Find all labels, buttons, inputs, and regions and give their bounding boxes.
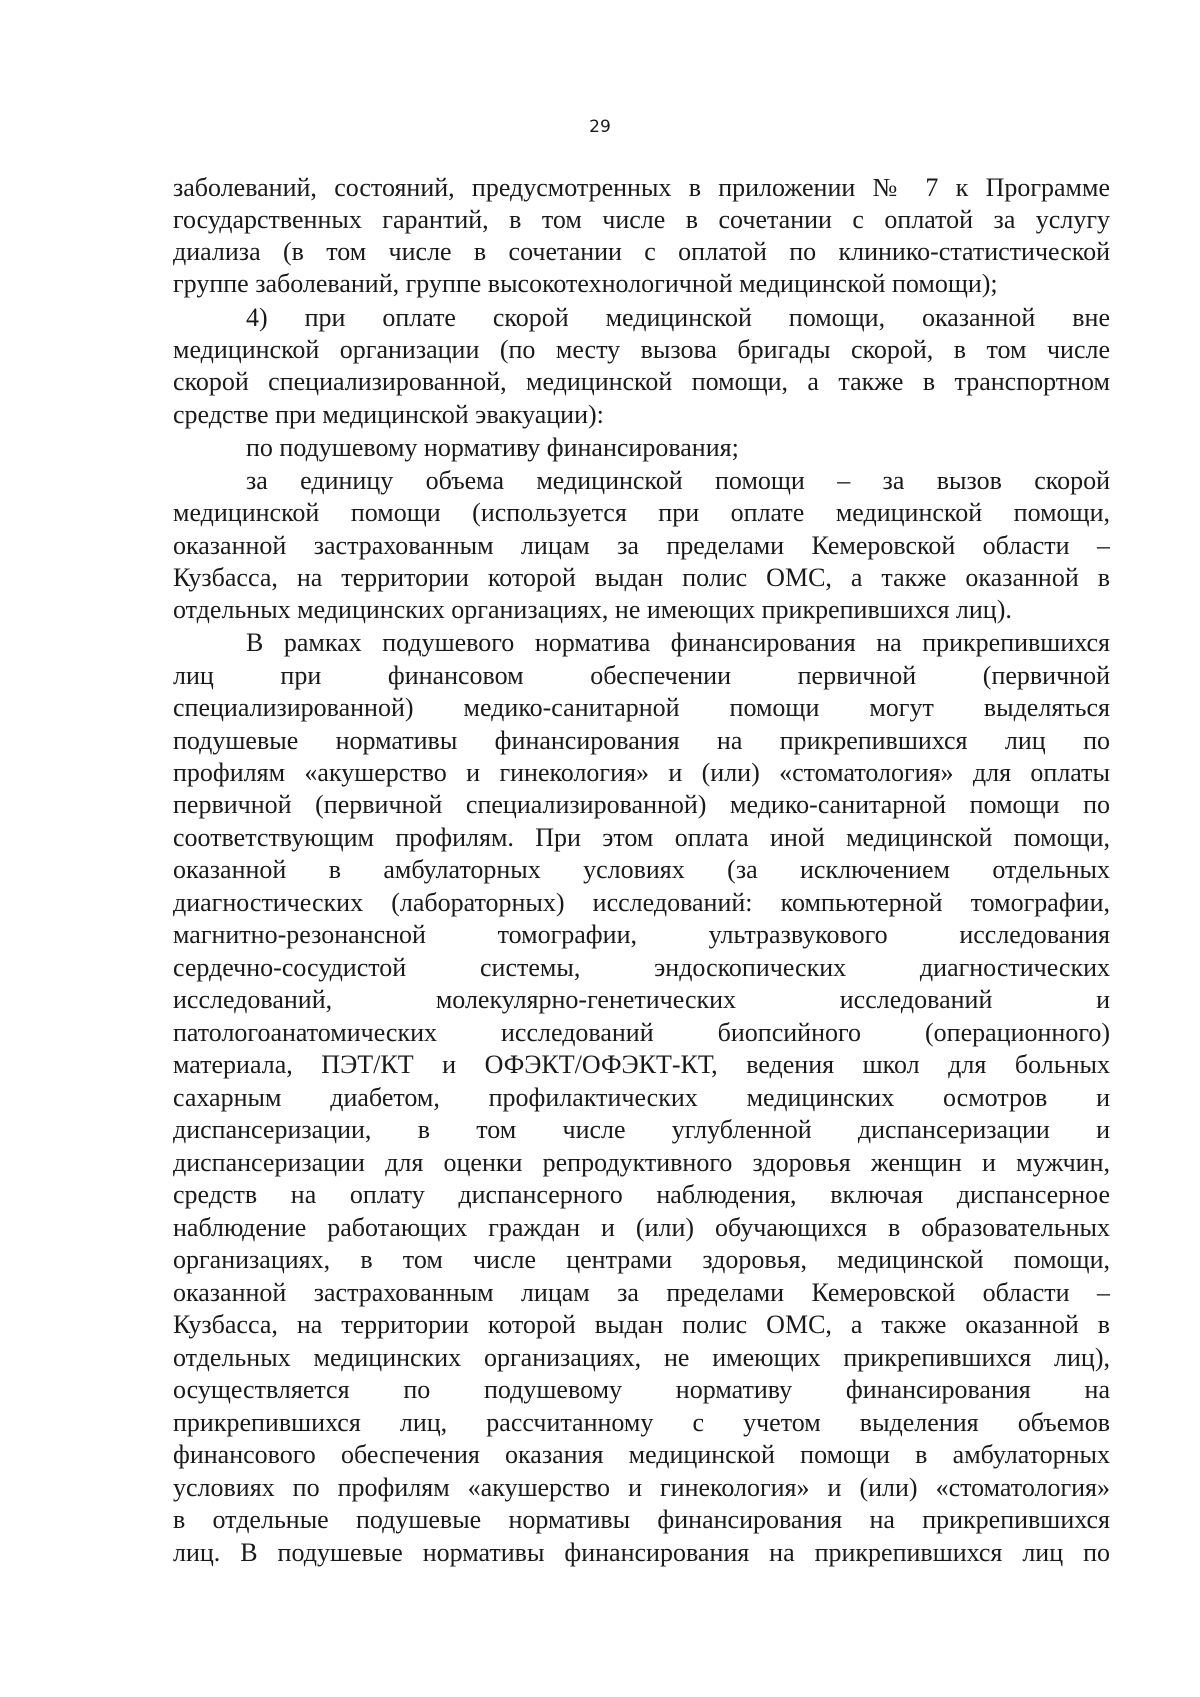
text-line: сахарным диабетом, профилактических медицинских осмотров и [173,1083,1110,1112]
text-line: скорой специализированной, медицинской помощи, а также в транспортном [173,367,1110,396]
text-line: специализированной) медико-санитарной помощи могут выделяться [173,693,1110,722]
text-line: В рамках подушевого норматива финансирования на прикрепившихся [246,628,1110,657]
text-line: организациях, в том числе центрами здоровья, медицинской помощи, [173,1245,1110,1274]
text-line: группе заболеваний, группе высокотехнологичной медицинской помощи); [173,269,998,298]
text-line: наблюдение работающих граждан и (или) обучающихся в образовательных [173,1213,1110,1242]
text-line: Кузбасса, на территории которой выдан полис ОМС, а также оказанной в [173,563,1110,592]
text-line: медицинской организации (по месту вызова бригады скорой, в том числе [173,335,1110,364]
text-line: материала, ПЭТ/КТ и ОФЭКТ/ОФЭКТ-КТ, ведения школ для больных [173,1050,1110,1079]
text-line: соответствующим профилям. При этом оплата иной медицинской помощи, [173,823,1110,852]
text-line: диспансеризации для оценки репродуктивного здоровья женщин и мужчин, [173,1148,1110,1177]
text-line: лиц. В подушевые нормативы финансирования на прикрепившихся лиц по [173,1538,1110,1567]
text-line: подушевые нормативы финансирования на прикрепившихся лиц по [173,726,1110,755]
text-line: отдельных медицинских организациях, не имеющих прикрепившихся лиц). [173,595,1012,624]
text-line: первичной (первичной специализированной) медико-санитарной помощи по [173,790,1110,819]
text-line: профилям «акушерство и гинекология» и (или) «стоматология» для оплаты [173,758,1110,787]
text-line: лиц при финансовом обеспечении первичной (первичной [173,661,1110,690]
text-line: осуществляется по подушевому нормативу финансирования на [173,1375,1110,1404]
text-line: диализа (в том числе в сочетании с оплатой по клинико-статистической [173,237,1110,266]
text-line: диспансеризации, в том числе углубленной диспансеризации и [173,1115,1110,1144]
text-line: сердечно-сосудистой системы, эндоскопических диагностических [173,953,1110,982]
text-line: условиях по профилям «акушерство и гинекология» и (или) «стоматология» [173,1473,1110,1502]
text-line: 4) при оплате скорой медицинской помощи, оказанной вне [246,303,1110,332]
body-text [173,0,1110,1697]
text-line: финансового обеспечения оказания медицинской помощи в амбулаторных [173,1440,1110,1469]
text-line: Кузбасса, на территории которой выдан полис ОМС, а также оказанной в [173,1310,1110,1339]
text-line: диагностических (лабораторных) исследований: компьютерной томографии, [173,888,1110,917]
text-line: патологоанатомических исследований биопсийного (операционного) [173,1018,1110,1047]
text-line: по подушевому нормативу финансирования; [246,433,739,462]
text-line: за единицу объема медицинской помощи – за вызов скорой [246,466,1110,495]
text-line: отдельных медицинских организациях, не имеющих прикрепившихся лиц), [173,1343,1110,1372]
text-line: заболеваний, состояний, предусмотренных в приложении № 7 к Программе [173,173,1110,202]
text-line: магнитно-резонансной томографии, ультразвукового исследования [173,920,1110,949]
text-line: исследований, молекулярно-генетических исследований и [173,985,1110,1014]
page-number: 29 [589,117,611,137]
text-line: оказанной застрахованным лицам за пределами Кемеровской области – [173,531,1110,560]
text-line: медицинской помощи (используется при оплате медицинской помощи, [173,498,1110,527]
text-line: прикрепившихся лиц, рассчитанному с учетом выделения объемов [173,1408,1110,1437]
text-line: в отдельные подушевые нормативы финансирования на прикрепившихся [173,1505,1110,1534]
text-line: средств на оплату диспансерного наблюдения, включая диспансерное [173,1180,1110,1209]
text-line: оказанной в амбулаторных условиях (за исключением отдельных [173,855,1110,884]
text-line: средстве при медицинской эвакуации): [173,400,604,429]
text-line: государственных гарантий, в том числе в сочетании с оплатой за услугу [173,205,1110,234]
text-line: оказанной застрахованным лицам за пределами Кемеровской области – [173,1278,1110,1307]
